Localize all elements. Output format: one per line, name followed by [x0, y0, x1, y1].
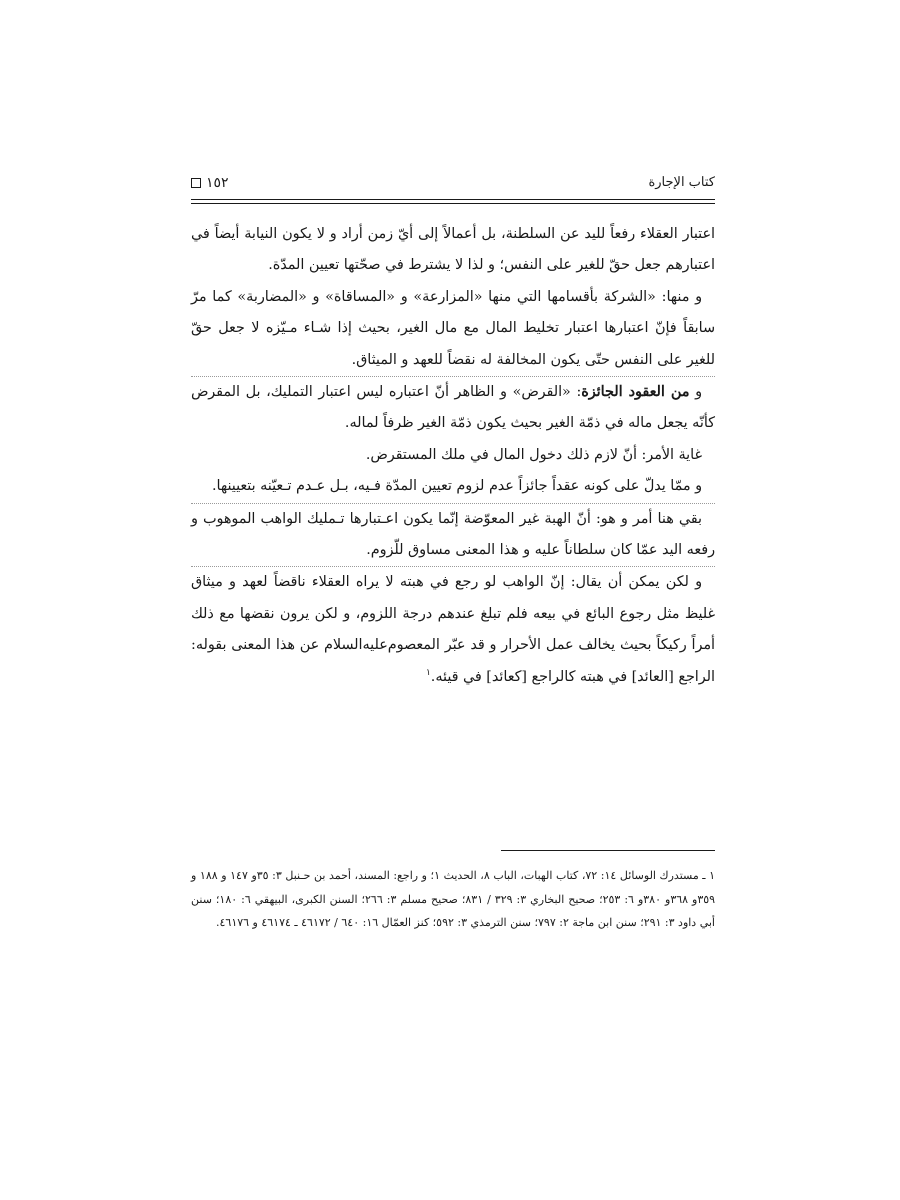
paragraph-3-rest: : «القرض» و الظاهر أنّ اعتباره ليس اعتبار التمليك، بل المقرض كأنّه يجعل ماله في ذمّة الغير بحيث يكون ذمّة الغير ظرفاً لماله.: [191, 384, 715, 432]
running-header: [191, 172, 715, 202]
footnotes: [191, 864, 715, 935]
page-number-group: [191, 175, 229, 191]
paragraph-1: اعتبار العقلاء رفعاً لليد عن السلطنة، بل أعمالاً إلى أيّ زمن أراد و لا يكون النيابة أيضاً في اعتبارهم جعل حقّ للغير على النفس؛ و لذا لا يشترط في صحّتها تعيين المدّة.: [191, 226, 715, 274]
running-title: كتاب الإجارة: [648, 175, 715, 190]
paragraph-3: [191, 376, 715, 440]
paragraph-7: [191, 566, 715, 693]
footnote-separator: [501, 850, 715, 851]
main-text: [191, 219, 715, 693]
footnote-reference: ١: [425, 667, 431, 678]
paragraph-5: و ممّا يدلّ على كونه عقداً جائزاً عدم لزوم تعيين المدّة فـيه، بـل عـدم تـعيّنه بتعيينها.: [211, 478, 702, 495]
paragraph-4: غاية الأمر: أنّ لازم ذلك دخول المال في ملك المستقرض.: [365, 446, 702, 463]
paragraph-3-prefix: و: [689, 384, 702, 401]
paragraph-6: بقي هنا أمر و هو: أنّ الهبة غير المعوّضة إنّما يكون اعـتبارها تـمليك الواهب الموهوب و رفعه اليد عمّا كان سلطاناً عليه و هذا المعنى مساوق للّزوم.: [191, 503, 715, 567]
footnote-1: ١ ـ مستدرك الوسائل ١٤: ٧٢، كتاب الهبات، الباب ٨، الحديث ١؛ و راجع: المسند، أحمد بن حـنبل ٣: ٣٥و ١٤٧ و ١٨٨ و ٣٥٩و ٣٦٨و ٣٨٠و ٦: ٢٥٣؛ صحيح البخاري ٣: ٣٢٩ / ٨٣١؛ صحيح مسلم ٣: ٢٦٦؛ السنن الكبرى، البيهقي ٦: ١٨٠؛ سنن أبي داود ٣: ٢٩١؛ سنن ابن ماجة ٢: ٧٩٧؛ سنن الترمذي ٣: ٥٩٢؛ كنز العمّال ١٦: ٦٤٠ / ٤٦١٧٢ ـ ٤٦١٧٤ و ٤٦١٧٦.: [191, 869, 716, 929]
header-double-rule: [191, 199, 715, 204]
page-number: ١٥٢: [206, 175, 229, 191]
square-box-icon: [191, 178, 201, 188]
book-page: [191, 172, 715, 1052]
section-heading-permissible-contracts: من العقود الجائزة: [581, 384, 690, 401]
paragraph-2: و منها: «الشركة بأقسامها التي منها «المزارعة» و «المساقاة» و «المضاربة» كما مرّ سابقاً فإنّ اعتبارها اعتبار تخليط المال مع مال الغير، بحيث إذا شـاء مـيّزه لا جعل حقّ للغير على النفس حتّى يكون المخالفة له نقضاً للعهد و الميثاق.: [191, 288, 715, 368]
paragraph-7-text: و لكن يمكن أن يقال: إنّ الواهب لو رجع في هبته لا يراه العقلاء ناقضاً لعهد و ميثاق غليظ مثل رجوع البائع في بيعه فلم تبلغ عندهم درجة اللزوم، و لكن يرون نقضها مع ذلك أمراً ركيكاً بحيث يخالف عمل الأحرار و قد عبّر المعصوم‌عليه‌السلام عن هذا المعنى بقوله: الراجع [العائد] في هبته كالراجع [كعائد] في قيئه.: [191, 574, 715, 685]
